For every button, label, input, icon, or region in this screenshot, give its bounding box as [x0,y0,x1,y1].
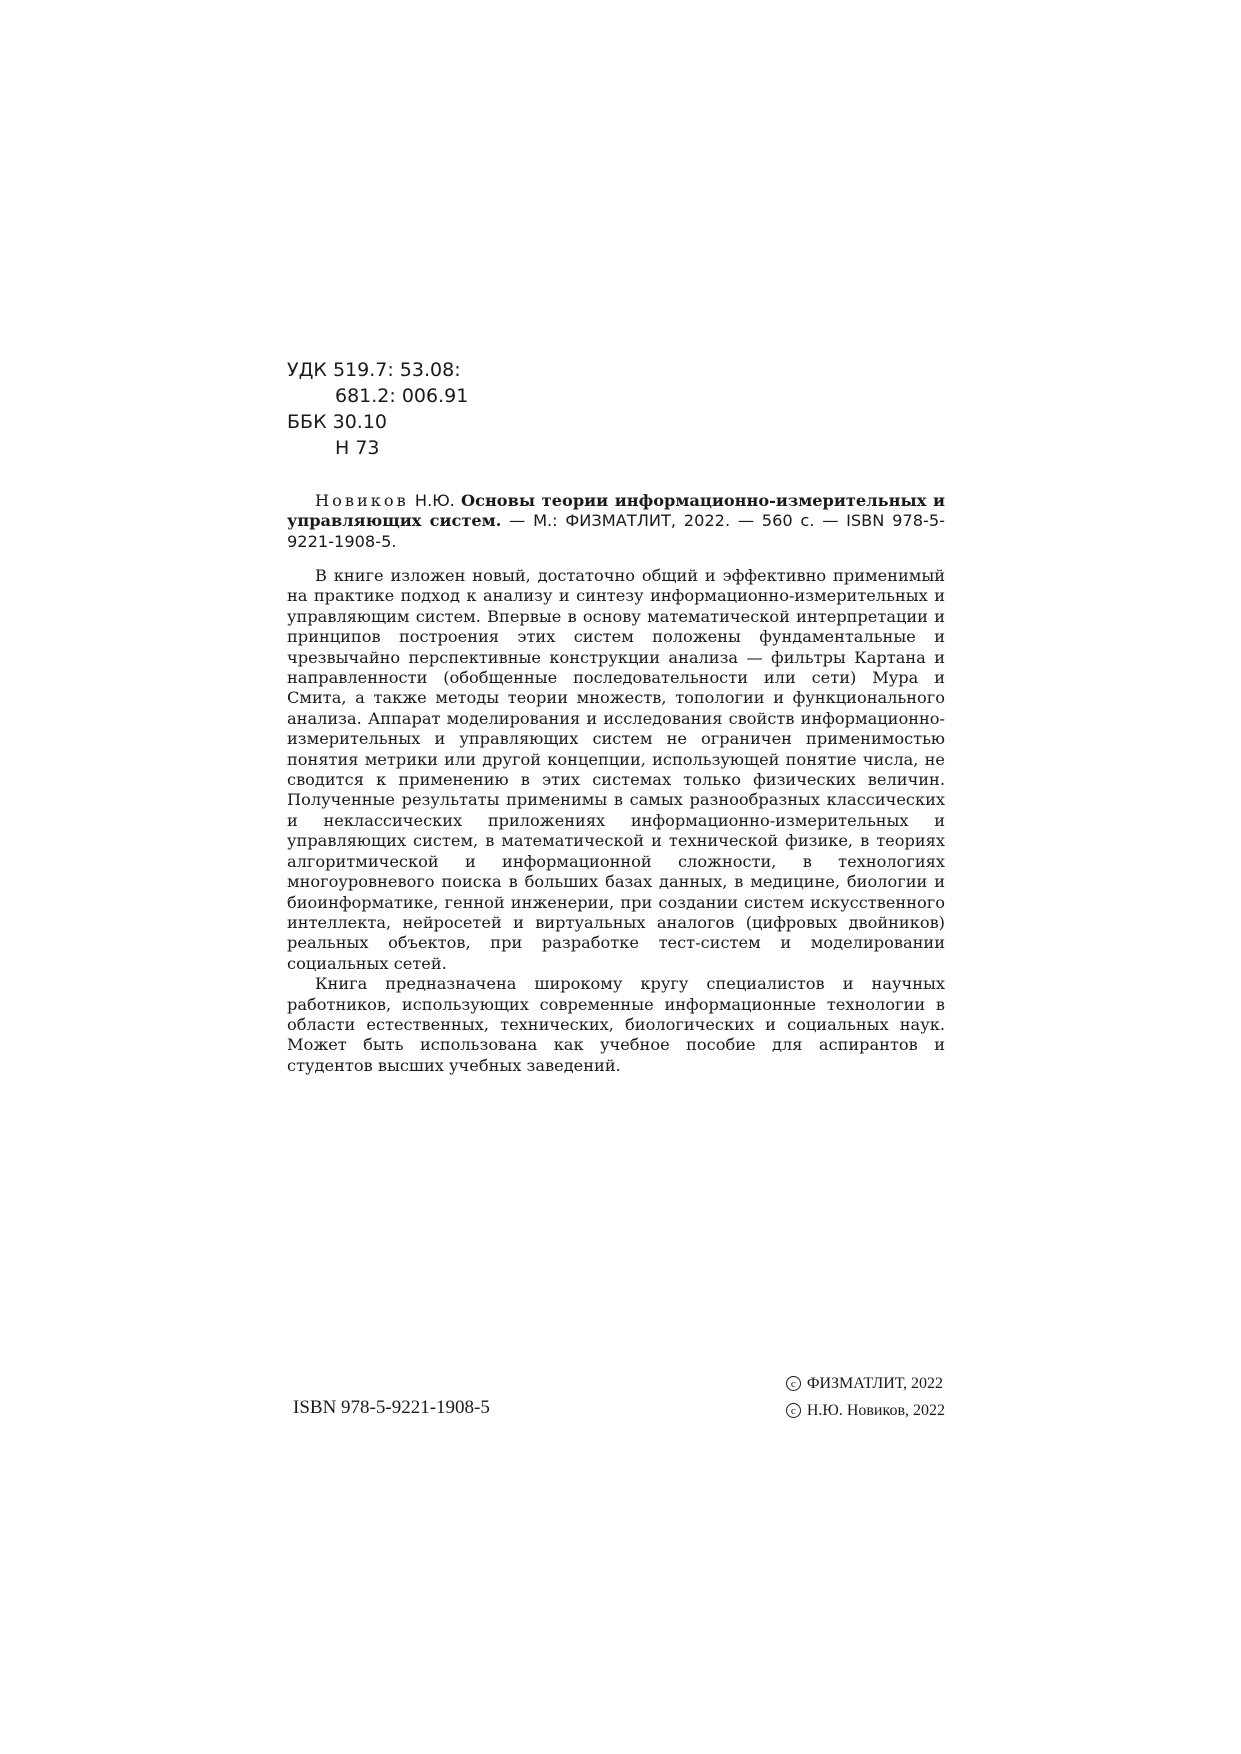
copyright-author: Н.Ю. Новиков, 2022 [806,1402,945,1419]
udk-line-2 [287,383,468,409]
udk-value-1: 519.7: 53.08: [332,359,461,381]
copyright-icon: c [786,1376,801,1391]
abstract [287,566,945,1076]
citation-publisher-info: — М.: ФИЗМАТЛИТ, 2022. — 560 с. — ISBN 978-5-9221-1908-5. [287,511,945,551]
citation-initials: Н.Ю. [414,491,455,510]
bbk-value: 30.10 [332,411,388,433]
citation-author: Новиков [315,491,409,510]
bbk-line [287,409,468,435]
isbn-footer: ISBN 978-5-9221-1908-5 [293,1397,490,1418]
bbk-prefix: ББК [287,411,327,433]
udk-line-1 [287,357,468,383]
classification-block [287,357,468,461]
citation-title: Основы теории информационно-измерительных и управляющих систем. [287,491,945,531]
bibliographic-citation [287,491,945,552]
author-mark: Н 73 [335,437,380,459]
copyright-icon: c [786,1403,801,1418]
udk-prefix: УДК [287,359,327,381]
copyright-block [786,1370,945,1424]
abstract-paragraph-2: Книга предназначена широкому кругу специалистов и научных работников, использующих современные информационные технологии в области естественных, технических, биологических и социальных наук. Может быть использована как учебное пособие для аспирантов и студентов высших учебных заведений. [287,974,945,1075]
author-mark-line [287,435,468,461]
copyright-publisher: ФИЗМАТЛИТ, 2022 [806,1375,943,1392]
abstract-paragraph-1: В книге изложен новый, достаточно общий и эффективно применимый на практике подход к анализу и синтезу информационно-измерительных и управляющим систем. Впервые в основу математической интерпретации и принципов построения этих систем положены фундаментальные и чрезвычайно перспективные конструкции анализа — фильтры Картана и направленности (обобщенные последовательности или сети) Мура и Смита, а также методы теории множеств, топологии и функционального анализа. Аппарат моделирования и исследования свойств информационно-измерительных и управляющих систем не ограничен применимостью понятия метрики или другой концепции, использующей понятие числа, не сводится к применению в этих системах только физических величин. Полученные результаты применимы в самых разнообразных классических и неклассических приложениях информационно-измерительных и управляющих систем, в математической и технической физике, в теориях алгоритмической и информационной сложности, в технологиях многоуровневого поиска в больших базах данных, в медицине, биологии и биоинформатике, генной инженерии, при создании систем искусственного интеллекта, нейросетей и виртуальных аналогов (цифровых двойников) реальных объектов, при разработке тест-систем и моделировании социальных сетей. [287,566,945,973]
copyright-line-publisher [786,1370,945,1397]
udk-value-2: 681.2: 006.91 [335,385,469,407]
copyright-line-author [786,1397,945,1424]
